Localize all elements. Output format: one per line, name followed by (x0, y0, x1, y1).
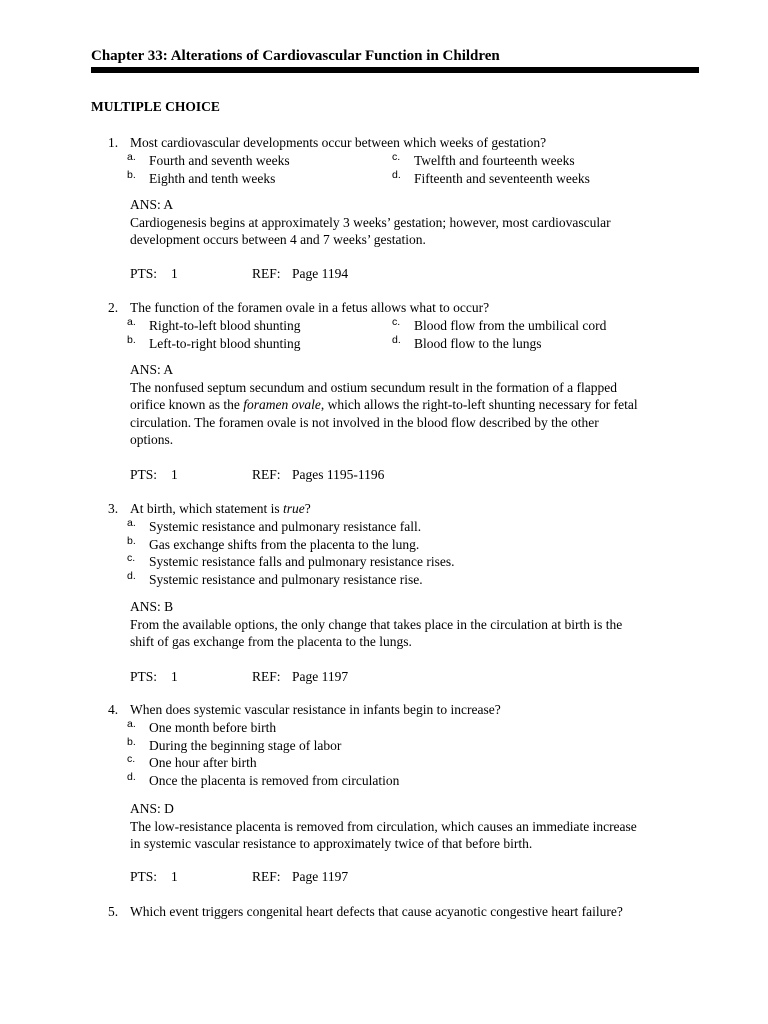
option-letter: a. (127, 718, 136, 730)
answer-key: ANS: B (130, 599, 174, 614)
pts-label: PTS: (130, 266, 158, 281)
ref-value: Pages 1195-1196 (292, 467, 385, 482)
pts-value: 1 (171, 669, 178, 684)
question-text: Which event triggers congenital heart defects that cause acyanotic congestive heart failure? (130, 904, 623, 919)
option-text: Fourth and seventh weeks (149, 153, 290, 168)
question-text: When does systemic vascular resistance in infants begin to increase? (130, 702, 501, 717)
option-letter: b. (127, 334, 136, 346)
question-text-part: ? (304, 501, 311, 516)
rationale-line: The low-resistance placenta is removed from circulation, which causes an immediate increase (130, 818, 637, 834)
rationale-line: in systemic vascular resistance to approximately twice of that before birth. (130, 836, 533, 851)
pts-value: 1 (171, 467, 178, 482)
option-text: Left-to-right blood shunting (149, 336, 301, 351)
rationale (130, 214, 710, 249)
rationale-line: development occurs between 4 and 7 weeks’ gestation. (130, 232, 426, 247)
option-letter: a. (127, 517, 136, 529)
answer-block (130, 196, 710, 249)
pts-value: 1 (171, 266, 178, 281)
question-text: Most cardiovascular developments occur between which weeks of gestation? (130, 135, 547, 150)
pts-ref-line (130, 868, 530, 886)
option-text: One month before birth (149, 720, 277, 735)
answer-block (130, 800, 710, 853)
ref-label: REF: (252, 869, 281, 884)
option-text: Fifteenth and seventeenth weeks (414, 171, 590, 186)
option-text: Systemic resistance and pulmonary resistance rise. (149, 572, 423, 587)
option-text: Twelfth and fourteenth weeks (414, 153, 575, 168)
option-text: Right-to-left blood shunting (149, 318, 301, 333)
option-letter: b. (127, 169, 136, 181)
rationale-term: foramen ovale (243, 397, 321, 412)
pts-ref-line (130, 265, 530, 283)
chapter-title: Chapter 33: Alterations of Cardiovascular Function in Children (91, 48, 500, 64)
option-text: Systemic resistance and pulmonary resistance fall. (149, 519, 422, 534)
option-text: During the beginning stage of labor (149, 738, 342, 753)
option-text: Gas exchange shifts from the placenta to the lung. (149, 537, 420, 552)
ref-value: Page 1197 (292, 669, 349, 684)
question-number: 1. (108, 135, 119, 150)
pts-ref-line (130, 466, 530, 484)
title-rule (91, 67, 699, 73)
rationale-line: options. (130, 432, 174, 447)
ref-label: REF: (252, 669, 281, 684)
rationale-line (130, 396, 710, 414)
option-letter: d. (392, 169, 401, 181)
option-letter: a. (127, 151, 136, 163)
question-text (130, 500, 311, 518)
option-text: Blood flow to the lungs (414, 336, 542, 351)
pts-ref-line (130, 668, 530, 686)
question-text: The function of the foramen ovale in a fetus allows what to occur? (130, 300, 490, 315)
answer-block (130, 598, 710, 651)
option-text: Systemic resistance falls and pulmonary resistance rises. (149, 554, 455, 569)
rationale-text: , which allows the right-to-left shunting necessary for fetal (320, 397, 638, 412)
option-text: Once the placenta is removed from circulation (149, 773, 400, 788)
option-letter: b. (127, 535, 136, 547)
option-text: One hour after birth (149, 755, 257, 770)
question-number: 5. (108, 904, 119, 919)
option-letter: d. (127, 570, 136, 582)
option-letter: c. (392, 151, 401, 163)
rationale-line: The nonfused septum secundum and ostium secundum result in the formation of a flapped (130, 379, 618, 395)
question-text-part: At birth, which statement is (130, 501, 283, 516)
ref-value: Page 1197 (292, 869, 349, 884)
option-letter: d. (127, 771, 136, 783)
option-letter: c. (127, 753, 136, 765)
rationale (130, 379, 710, 449)
option-letter: d. (392, 334, 401, 346)
rationale-text: orifice known as the (130, 397, 244, 412)
rationale (130, 818, 710, 853)
section-heading: MULTIPLE CHOICE (91, 99, 220, 114)
rationale-line: shift of gas exchange from the placenta to the lungs. (130, 634, 412, 649)
option-letter: c. (127, 552, 136, 564)
option-letter: b. (127, 736, 136, 748)
answer-key: ANS: D (130, 801, 174, 816)
ref-label: REF: (252, 266, 281, 281)
question-number: 4. (108, 702, 119, 717)
rationale-line: From the available options, the only change that takes place in the circulation at birth is the (130, 616, 623, 632)
rationale-line: Cardiogenesis begins at approximately 3 weeks’ gestation; however, most cardiovascular (130, 214, 611, 230)
pts-label: PTS: (130, 467, 158, 482)
pts-label: PTS: (130, 869, 158, 884)
rationale-line: circulation. The foramen ovale is not involved in the blood flow described by the other (130, 414, 599, 430)
option-text: Blood flow from the umbilical cord (414, 318, 607, 333)
answer-key: ANS: A (130, 197, 174, 212)
question-number: 3. (108, 501, 119, 516)
question-emphasis: true (282, 501, 305, 516)
option-letter: a. (127, 316, 136, 328)
rationale (130, 616, 710, 651)
option-text: Eighth and tenth weeks (149, 171, 276, 186)
answer-key: ANS: A (130, 362, 174, 377)
ref-label: REF: (252, 467, 281, 482)
answer-block (130, 361, 710, 449)
pts-label: PTS: (130, 669, 158, 684)
question-number: 2. (108, 300, 119, 315)
pts-value: 1 (171, 869, 178, 884)
ref-value: Page 1194 (292, 266, 349, 281)
option-letter: c. (392, 316, 401, 328)
